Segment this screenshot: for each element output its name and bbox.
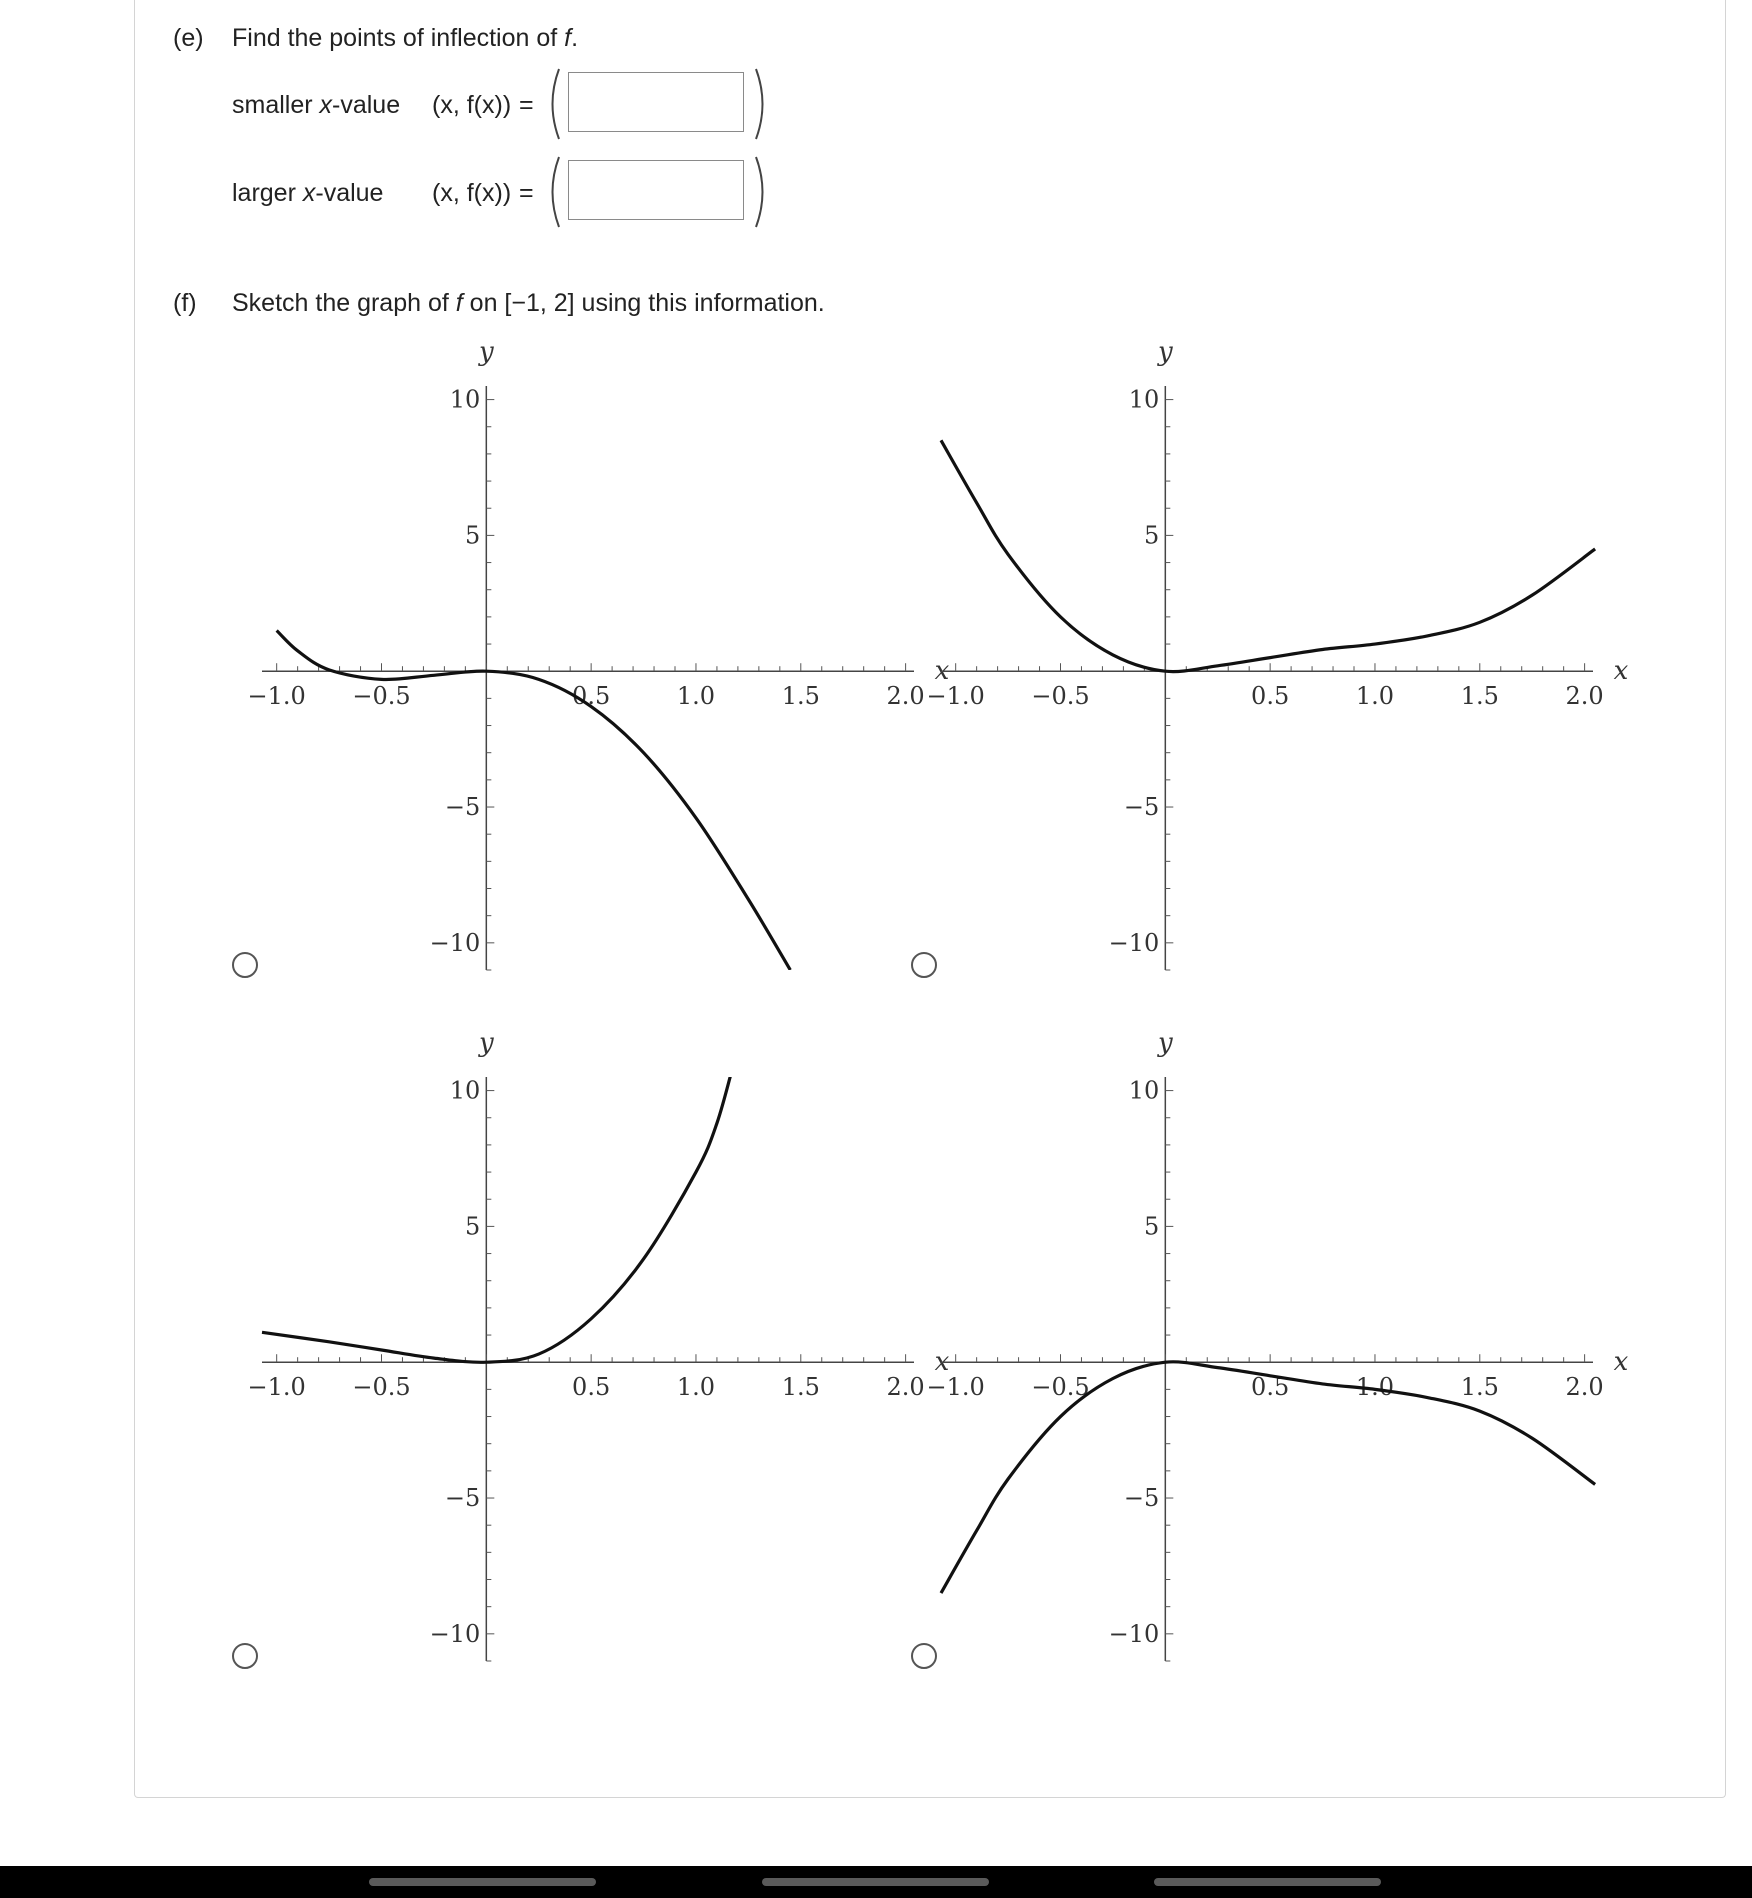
y-axis-label: y [478, 337, 494, 367]
y-axis-label: y [478, 1028, 494, 1058]
graph-option-d [909, 1021, 1629, 1671]
y-axis-label: y [1157, 337, 1173, 367]
x-tick-label: 2.0 [886, 682, 925, 711]
larger-fx-label: (x, f(x)) [432, 179, 512, 207]
x-tick-label: 0.5 [1251, 682, 1290, 711]
right-paren [752, 66, 772, 142]
x-axis-label: x [1613, 656, 1629, 687]
bottom-handle-right[interactable] [1154, 1878, 1381, 1886]
larger-inflection-input[interactable] [568, 160, 744, 220]
y-tick-label: 10 [449, 385, 481, 414]
graph-option-b [909, 330, 1629, 980]
y-tick-label: 5 [465, 521, 481, 550]
right-paren [752, 154, 772, 230]
x-tick-label: 1.0 [676, 1373, 716, 1402]
curve-series [262, 1063, 734, 1362]
part-e-label: (e) [173, 24, 204, 52]
x-axis-label: x [934, 1347, 950, 1378]
y-tick-label: −5 [1123, 1484, 1160, 1513]
part-f-label: (f) [173, 289, 197, 317]
smaller-equals: = [519, 91, 534, 119]
radio-option-a[interactable] [232, 952, 258, 978]
larger-x-label: larger x-value [232, 179, 384, 207]
curve-series [941, 440, 1595, 671]
x-tick-label: −1.0 [247, 1373, 306, 1402]
x-tick-label: 1.0 [676, 682, 716, 711]
smaller-fx-label: (x, f(x)) [432, 91, 512, 119]
x-axis-label: x [1613, 1347, 1629, 1378]
y-tick-label: −10 [429, 928, 481, 957]
x-tick-label: 0.5 [1251, 1373, 1290, 1402]
x-tick-label: 0.5 [572, 682, 611, 711]
x-tick-label: 0.5 [572, 1373, 611, 1402]
y-tick-label: −5 [444, 1484, 481, 1513]
bottom-handle-center[interactable] [762, 1878, 989, 1886]
y-tick-label: −5 [444, 793, 481, 822]
bottom-handle-left[interactable] [369, 1878, 596, 1886]
x-tick-label: 1.5 [781, 1373, 820, 1402]
x-tick-label: −0.5 [352, 682, 411, 711]
y-tick-label: −10 [429, 1619, 481, 1648]
radio-option-b[interactable] [911, 952, 937, 978]
x-tick-label: 1.5 [781, 682, 820, 711]
y-axis-label: y [1157, 1028, 1173, 1058]
larger-equals: = [519, 179, 534, 207]
x-tick-label: 1.0 [1355, 682, 1395, 711]
x-tick-label: −1.0 [247, 682, 306, 711]
x-tick-label: 1.0 [1355, 1373, 1395, 1402]
y-tick-label: −10 [1108, 1619, 1160, 1648]
left-paren [543, 154, 563, 230]
x-tick-label: 1.5 [1460, 1373, 1499, 1402]
graph-option-c [230, 1021, 950, 1671]
y-tick-label: 10 [449, 1076, 481, 1105]
y-tick-label: 10 [1128, 385, 1160, 414]
x-tick-label: −1.0 [926, 1373, 985, 1402]
radio-option-d[interactable] [911, 1643, 937, 1669]
part-f-prompt: Sketch the graph of f on [−1, 2] using this information. [232, 289, 825, 317]
smaller-x-label: smaller x-value [232, 91, 401, 119]
x-tick-label: −1.0 [926, 682, 985, 711]
left-paren [543, 66, 563, 142]
smaller-inflection-input[interactable] [568, 72, 744, 132]
x-axis-label: x [934, 656, 950, 687]
x-tick-label: 2.0 [1565, 1373, 1604, 1402]
y-tick-label: 10 [1128, 1076, 1160, 1105]
x-tick-label: 2.0 [1565, 682, 1604, 711]
y-tick-label: −10 [1108, 928, 1160, 957]
y-tick-label: 5 [465, 1212, 481, 1241]
x-tick-label: −0.5 [1031, 1373, 1090, 1402]
x-tick-label: −0.5 [352, 1373, 411, 1402]
y-tick-label: −5 [1123, 793, 1160, 822]
x-tick-label: −0.5 [1031, 682, 1090, 711]
y-tick-label: 5 [1144, 521, 1160, 550]
x-tick-label: 1.5 [1460, 682, 1499, 711]
part-e-prompt: Find the points of inflection of f. [232, 24, 579, 52]
y-tick-label: 5 [1144, 1212, 1160, 1241]
x-tick-label: 2.0 [886, 1373, 925, 1402]
graph-option-a [230, 330, 950, 980]
radio-option-c[interactable] [232, 1643, 258, 1669]
